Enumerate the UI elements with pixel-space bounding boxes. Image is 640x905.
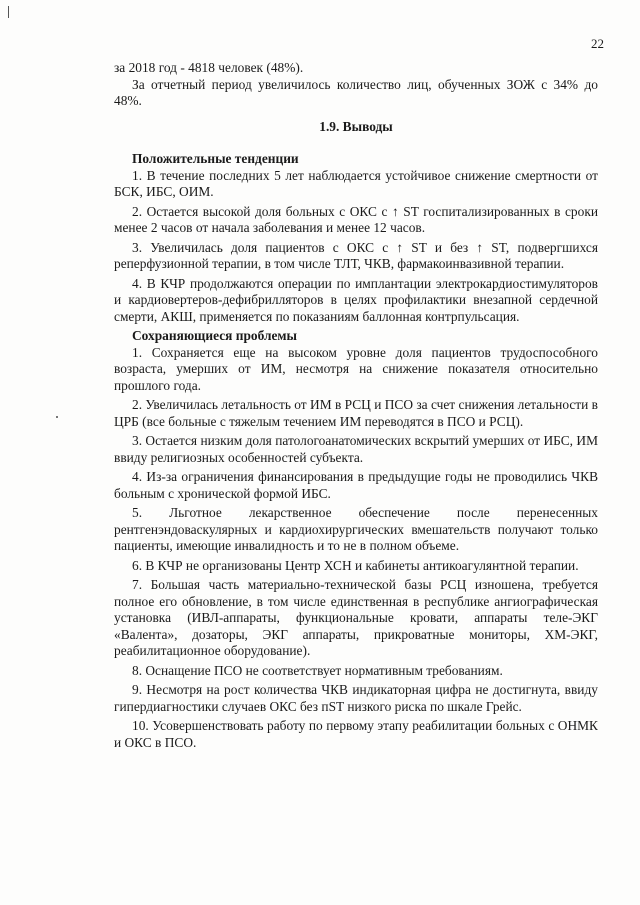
positive-item: 4. В КЧР продолжаются операции по имплантации электрокардиостимуляторов и кардиовертеров-дефибрилляторов в целях профилактики внезапной сердечной смерти, АКШ, применяется по показаниям баллонная контрпульсация. [114, 275, 598, 324]
intro-line: за 2018 год - 4818 человек (48%). [114, 60, 304, 75]
positive-heading: Положительные тенденции [132, 151, 299, 166]
problem-item: 4. Из-за ограничения финансирования в предыдущие годы не проводились ЧКВ больным с хронической формой ИБС. [114, 469, 598, 501]
problem-item: 2. Увеличилась летальность от ИМ в РСЦ и ПСО за счет снижения летальности в ЦРБ (все больные с тяжелым течением ИМ переводятся в ПСО и РСЦ). [114, 397, 598, 429]
positive-item: 2. Остается высокой доля больных с ОКС с ↑ ST госпитализированных в сроки менее 2 часов от начала заболевания и менее 12 часов. [114, 203, 598, 235]
problem-item: 1. Сохраняется еще на высоком уровне доля пациентов трудоспособного возраста, умерших от ИМ, несмотря на снижение показателя относительно прошлого года. [114, 344, 598, 393]
intro-paragraph: За отчетный период увеличилось количество лиц, обученных ЗОЖ с 34% до 48%. [114, 76, 598, 108]
problem-item: 9. Несмотря на рост количества ЧКВ индикаторная цифра не достигнута, ввиду гипердиагностики случаев ОКС без пST низкого риска по шкале Грейс. [114, 682, 598, 714]
section-title: 1.9. Выводы [319, 118, 393, 134]
scan-margin-mark [8, 6, 9, 18]
problem-item: 6. В КЧР не организованы Центр ХСН и кабинеты антикоагулянтной терапии. [132, 557, 579, 573]
problems-heading: Сохраняющиеся проблемы [132, 328, 297, 343]
problem-item: 10. Усовершенствовать работу по первому этапу реабилитации больных с ОНМК и ОКС в ПСО. [114, 718, 598, 750]
document-body [114, 60, 598, 754]
positive-item: 3. Увеличилась доля пациентов с ОКС с ↑ ST и без ↑ ST, подвергшихся реперфузионной терапии, в том числе ТЛТ, ЧКВ, фармакоинвазивной терапии. [114, 239, 598, 271]
page-number: 22 [591, 36, 604, 51]
problem-item: 3. Остается низким доля патологоанатомических вскрытий умерших от ИБС, ИМ ввиду религиозных особенностей субъекта. [114, 433, 598, 465]
scan-speck [56, 416, 58, 418]
problem-item: 7. Большая часть материально-технической базы РСЦ изношена, требуется полное его обновление, в том числе единственная в республике ангиографическая установка (ИВЛ-аппараты, функциональные кровати, аппараты теле-ЭКГ «Валента», дозаторы, ЭКГ аппараты, прикроватные мониторы, ХМ-ЭКГ, реабилитационное оборудование). [114, 577, 598, 658]
positive-item: 1. В течение последних 5 лет наблюдается устойчивое снижение смертности от БСК, ИБС, ОИМ. [114, 167, 598, 199]
problem-item: 8. Оснащение ПСО не соответствует нормативным требованиям. [132, 662, 503, 678]
problem-item: 5. Льготное лекарственное обеспечение после перенесенных рентгенэндоваскулярных и кардиохирургических вмешательств получают только пациенты, имеющие инвалидность и то не в полном объеме. [114, 505, 598, 553]
